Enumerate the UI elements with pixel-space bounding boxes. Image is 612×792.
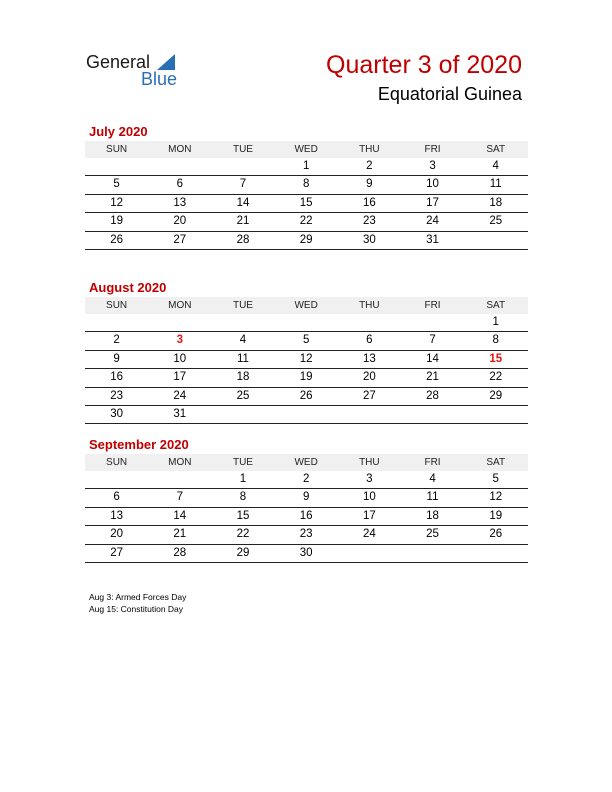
date-cell: 31 — [426, 233, 439, 246]
month-september — [85, 436, 528, 563]
date-cell — [275, 406, 338, 423]
date-cell: 29 — [489, 389, 503, 402]
weekday-header: WED — [294, 300, 318, 311]
date-cell: 6 — [176, 178, 183, 191]
date-cell: 30 — [362, 233, 376, 246]
date-cell: 29 — [299, 233, 313, 246]
week-row — [85, 213, 528, 231]
weekday-header: MON — [168, 457, 192, 468]
date-cell — [464, 545, 527, 562]
date-cell: 10 — [426, 178, 439, 191]
weekday-header: SAT — [486, 300, 506, 311]
date-cell: 18 — [236, 371, 250, 384]
date-cell: 18 — [489, 196, 503, 209]
holiday-date-cell: 15 — [489, 352, 503, 365]
week-row — [85, 489, 528, 507]
date-cell: 31 — [173, 407, 187, 420]
week-row — [85, 176, 528, 194]
date-cell: 8 — [302, 178, 310, 191]
date-cell: 23 — [362, 215, 376, 228]
month-title: September 2020 — [89, 437, 189, 452]
weekday-header: SAT — [486, 457, 506, 468]
weekday-header: WED — [294, 144, 318, 155]
date-cell: 2 — [113, 334, 120, 347]
date-cell — [275, 314, 338, 331]
date-cell: 16 — [362, 196, 376, 209]
holiday-notes — [89, 591, 186, 615]
date-cell: 2 — [302, 473, 310, 485]
country-name: Equatorial Guinea — [377, 84, 522, 104]
weekday-header: TUE — [232, 300, 253, 311]
holiday-note: Aug 3: Armed Forces Day — [89, 592, 187, 602]
date-cell: 24 — [426, 215, 439, 228]
date-cell: 14 — [426, 352, 439, 365]
date-cell: 9 — [113, 352, 120, 365]
weekday-header-row — [85, 297, 528, 314]
date-cell: 21 — [173, 528, 187, 541]
date-cell: 6 — [366, 334, 373, 347]
weekday-header: WED — [294, 457, 318, 468]
date-cell — [338, 406, 401, 423]
date-cell: 17 — [426, 196, 439, 209]
date-cell: 22 — [299, 215, 313, 228]
week-row — [85, 158, 528, 176]
date-cell: 7 — [239, 178, 247, 191]
date-cell: 14 — [173, 509, 187, 522]
date-cell: 21 — [426, 371, 439, 384]
date-cell — [85, 158, 148, 175]
date-cell — [401, 406, 464, 423]
date-cell — [85, 314, 148, 331]
weekday-header-row — [85, 141, 528, 158]
date-cell: 27 — [173, 233, 187, 246]
week-row — [85, 351, 528, 369]
date-cell: 26 — [489, 528, 503, 541]
logo — [86, 52, 196, 92]
date-cell — [464, 406, 527, 423]
date-cell: 29 — [236, 546, 250, 559]
date-cell — [338, 545, 401, 562]
date-cell: 23 — [110, 389, 123, 402]
date-cell: 22 — [236, 528, 250, 541]
week-row — [85, 526, 528, 544]
date-cell: 20 — [173, 215, 187, 228]
date-cell: 11 — [426, 491, 439, 504]
date-cell: 16 — [299, 509, 313, 522]
date-cell: 13 — [362, 352, 376, 365]
date-cell: 12 — [489, 491, 503, 504]
date-cell: 13 — [110, 509, 123, 522]
date-cell: 26 — [299, 389, 313, 402]
weekday-header: FRI — [424, 144, 441, 155]
date-cell: 30 — [110, 407, 123, 420]
date-cell: 17 — [362, 509, 376, 522]
logo-blue-text: Blue — [141, 69, 178, 89]
date-cell: 10 — [173, 352, 187, 365]
date-cell: 10 — [362, 491, 376, 504]
date-cell: 19 — [489, 509, 503, 522]
weekday-header: MON — [168, 300, 192, 311]
date-cell: 19 — [299, 371, 313, 384]
date-cell — [148, 158, 211, 175]
date-cell — [148, 471, 211, 488]
date-cell: 2 — [366, 160, 373, 172]
weekday-header: THU — [359, 457, 380, 468]
holiday-note: Aug 15: Constitution Day — [89, 604, 184, 614]
date-cell: 6 — [113, 491, 120, 504]
date-cell: 11 — [489, 178, 502, 191]
month-title: August 2020 — [89, 280, 167, 295]
week-row — [85, 314, 528, 332]
date-cell — [338, 314, 401, 331]
date-cell: 7 — [429, 334, 436, 347]
date-cell: 18 — [426, 509, 439, 522]
week-row — [85, 545, 528, 563]
date-cell: 19 — [110, 215, 123, 228]
weekday-header: SUN — [106, 144, 128, 155]
date-cell: 7 — [176, 491, 183, 504]
date-cell — [148, 314, 211, 331]
week-row — [85, 332, 528, 350]
date-cell: 11 — [236, 352, 249, 365]
date-cell: 27 — [362, 389, 376, 402]
date-cell — [464, 232, 527, 249]
weekday-header: FRI — [424, 457, 441, 468]
logo-general-text: General — [86, 52, 151, 72]
date-cell: 4 — [492, 160, 499, 172]
date-cell: 5 — [492, 473, 499, 485]
week-row — [85, 406, 528, 424]
week-row — [85, 369, 528, 387]
date-cell: 28 — [173, 546, 187, 559]
date-cell: 16 — [110, 371, 123, 384]
week-row — [85, 195, 528, 213]
date-cell: 25 — [489, 215, 503, 228]
date-cell: 28 — [426, 389, 439, 402]
date-cell: 22 — [489, 371, 503, 384]
date-cell: 9 — [366, 178, 373, 191]
date-cell: 13 — [173, 196, 187, 209]
weekday-header: TUE — [232, 144, 253, 155]
date-cell: 5 — [113, 178, 120, 191]
date-cell: 25 — [236, 389, 250, 402]
date-cell: 12 — [110, 196, 123, 209]
date-cell — [211, 314, 274, 331]
date-cell: 24 — [362, 528, 376, 541]
weekday-header: THU — [359, 144, 380, 155]
date-cell: 23 — [299, 528, 313, 541]
weekday-header: TUE — [232, 457, 253, 468]
weekday-header: MON — [168, 144, 192, 155]
date-cell: 26 — [110, 233, 123, 246]
month-august — [85, 279, 528, 424]
week-row — [85, 388, 528, 406]
date-cell: 3 — [366, 473, 373, 485]
date-cell: 28 — [236, 233, 250, 246]
weekday-header-row — [85, 454, 528, 471]
date-cell: 1 — [492, 316, 499, 328]
date-cell: 27 — [110, 546, 123, 559]
weekday-header: THU — [359, 300, 380, 311]
date-cell — [401, 314, 464, 331]
date-cell: 15 — [299, 196, 313, 209]
date-cell: 20 — [110, 528, 123, 541]
date-cell — [211, 158, 274, 175]
date-cell: 1 — [302, 160, 310, 172]
date-cell: 14 — [236, 196, 250, 209]
weekday-header: SUN — [106, 457, 128, 468]
week-row — [85, 508, 528, 526]
weekday-header: FRI — [424, 300, 441, 311]
date-cell: 8 — [239, 491, 247, 504]
date-cell: 1 — [239, 473, 247, 485]
date-cell: 12 — [299, 352, 313, 365]
date-cell: 4 — [239, 334, 247, 347]
date-cell: 9 — [302, 491, 310, 504]
page-title: Quarter 3 of 2020 — [326, 51, 522, 79]
date-cell: 4 — [429, 473, 436, 485]
holiday-date-cell: 3 — [176, 334, 183, 347]
date-cell — [211, 406, 274, 423]
date-cell: 5 — [302, 334, 310, 347]
week-row — [85, 232, 528, 250]
weekday-header: SUN — [106, 300, 128, 311]
logo-triangle-icon — [157, 54, 175, 70]
date-cell: 8 — [492, 334, 499, 347]
date-cell: 3 — [429, 160, 436, 172]
weekday-header: SAT — [486, 144, 506, 155]
date-cell: 15 — [236, 509, 250, 522]
date-cell: 21 — [236, 215, 250, 228]
month-july — [85, 123, 528, 250]
date-cell: 20 — [362, 371, 376, 384]
date-cell — [401, 545, 464, 562]
month-title: July 2020 — [89, 124, 148, 139]
date-cell: 25 — [426, 528, 439, 541]
date-cell: 24 — [173, 389, 187, 402]
date-cell — [85, 471, 148, 488]
date-cell: 17 — [173, 371, 187, 384]
week-row — [85, 471, 528, 489]
date-cell: 30 — [299, 546, 313, 559]
